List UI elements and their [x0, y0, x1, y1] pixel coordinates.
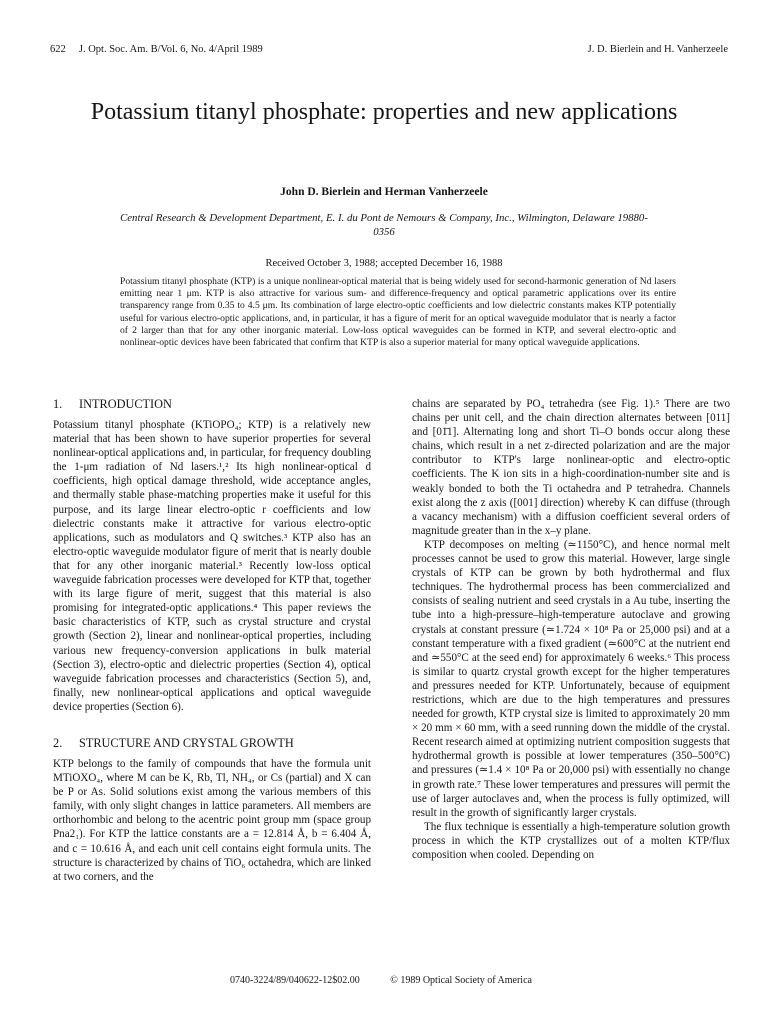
- abstract: Potassium titanyl phosphate (KTP) is a unique nonlinear-optical material that is being widely used for second-harmonic generation of Nd lasers emitting near 1 μm. KTP is also attractive for various sum- and difference-frequency and optical parametric applications over its entire transparency range from 0.35 to 4.5 μm. Its combination of large electro-optic coefficients and low dielectric constants makes KTP potentially useful for various electro-optic applications, and, in particular, it has a figure of merit for an optical waveguide modulator that is nearly a factor of 2 larger than that for any other inorganic material. Low-loss optical waveguides can be formed in KTP, and several electro-optic and nonlinear-optic devices have been fabricated that confirm that KTP is also a superior material for many optical waveguide applications.: [120, 276, 676, 349]
- section-title: STRUCTURE AND CRYSTAL GROWTH: [79, 735, 294, 750]
- flux-technique-paragraph: The flux technique is essentially a high-temperature solution growth process in which the KTP crystallizes out of a molten KTP/flux composition when cooled. Depending on: [412, 820, 730, 861]
- section-number: 2.: [53, 735, 63, 750]
- page-footer: [230, 975, 560, 986]
- left-column: [53, 397, 371, 884]
- right-column: [412, 397, 730, 862]
- copyright-notice: © 1989 Optical Society of America: [390, 975, 532, 986]
- article-title: Potassium titanyl phosphate: properties and new applications: [90, 99, 678, 125]
- article-authors: John D. Bierlein and Herman Vanherzeele: [280, 186, 488, 198]
- article-code: 0740-3224/89/040622-12$02.00: [230, 975, 360, 986]
- journal-citation: J. Opt. Soc. Am. B/Vol. 6, No. 4/April 1989: [78, 44, 263, 55]
- section-heading-introduction: [53, 397, 371, 412]
- section-number: 1.: [53, 397, 63, 411]
- running-header-left: [50, 44, 263, 55]
- introduction-paragraph: Potassium titanyl phosphate (KTiOPO₄; KTP) is a relatively new material that has been shown to have superior properties for several nonlinear-optical applications and, in particular, for frequency doubling the 1-μm radiation of Nd lasers.¹,² Its high nonlinear-optical d coefficients, high optical damage threshold, wide acceptance angles, and thermally stable phase-matching properties make it useful for this purpose, and its large linear electro-optic r coefficients and low dielectric constants make it attractive for various electro-optic applications, such as modulators and Q switches.³ KTP also has an electro-optic waveguide modulator figure of merit that is nearly double that for any other inorganic material.³ Recently low-loss optical waveguide fabrication processes were developed for KTP that, together with its large figure of merit, suggest that this material is also promising for integrated-optic applications.⁴ This paper reviews the basic characteristics of KTP, such as crystal structure and crystal growth (Section 2), linear and nonlinear-optical properties, including various new frequency-conversion applications in bulk material (Section 3), electro-optic and dielectric properties (Section 4), optical waveguide fabrication processes and characteristics (Section 5), and, finally, new nonlinear-optical applications and optical waveguide device properties (Section 6).: [53, 419, 371, 713]
- running-header-authors: J. D. Bierlein and H. Vanherzeele: [587, 44, 728, 55]
- section-heading-structure: [53, 736, 371, 751]
- structure-paragraph-continued: chains are separated by PO₄ tetrahedra (see Fig. 1).⁵ There are two chains per unit cell, and the chain direction alternates between [011] and [01̄1]. Alternating long and short Ti–O bonds occur along these chains, which result in a net z-directed polarization and are the major contributor to KTP's large nonlinear-optic and electro-optic coefficients. The K ion sits in a high-coordination-number site and is weakly bonded to both the Ti octahedra and P tetrahedra. Channels exist along the z axis ([001] direction) whereby K can diffuse (through a vacancy mechanism) with a diffusion coefficient several orders of magnitude greater than in the x–y plane.: [412, 398, 730, 537]
- structure-paragraph: KTP belongs to the family of compounds that have the formula unit MTiOXO₄, where M can be K, Rb, Tl, NH₄, or Cs (partial) and X can be P or As. Solid solutions exist among the various members of this family, with only slight changes in lattice parameters. All members are orthorhombic and belong to the acentric point group mm (space group Pna2₁). For KTP the lattice constants are a = 12.814 Å, b = 6.404 Å, and c = 10.616 Å, and each unit cell contains eight formula units. The structure is characterized by chains of TiO₆ octahedra, which are linked at two corners, and the: [53, 757, 371, 883]
- page-number: 622: [50, 44, 66, 55]
- author-affiliation: Central Research & Development Department, E. I. du Pont de Nemours & Company, Inc., Wilmington, Delaware 19880-0356: [120, 212, 648, 238]
- crystal-growth-paragraph: KTP decomposes on melting (≃1150°C), and hence normal melt processes cannot be used to grow this material. However, large single crystals of KTP can be grown by both hydrothermal and flux techniques. The hydrothermal process has been commercialized and consists of sealing nutrient and seed crystals in a Au tube, inserting the tube into a high-pressure–high-temperature autoclave and growing crystals at constant pressure (≃1.724 × 10⁸ Pa or 25,000 psi) and at a constant temperature with a fixed gradient (≃600°C at the nutrient end and ≃550°C at the seed end) for approximately 6 weeks.⁶ This process is similar to quartz crystal growth except for the higher temperatures and pressures needed for KTP. Unfortunately, because of equipment restrictions, which are due to the high temperatures and pressures needed for growth, KTP crystal size is limited to approximately 20 mm × 20 mm × 60 mm, with a seed running down the middle of the crystal. Recent research aimed at optimizing nutrient composition suggests that hydrothermal growth is possible at lower temperatures (350–500°C) and pressures (≃1.4 × 10⁸ Pa or 20,000 psi) with essentially no change in growth rate.⁷ These lower temperatures and pressures will permit the use of larger autoclaves and, when the process is fully optimized, will result in the growth of significantly larger crystals.: [412, 538, 730, 819]
- received-date: Received October 3, 1988; accepted December 16, 1988: [265, 258, 503, 269]
- section-title: INTRODUCTION: [79, 397, 172, 411]
